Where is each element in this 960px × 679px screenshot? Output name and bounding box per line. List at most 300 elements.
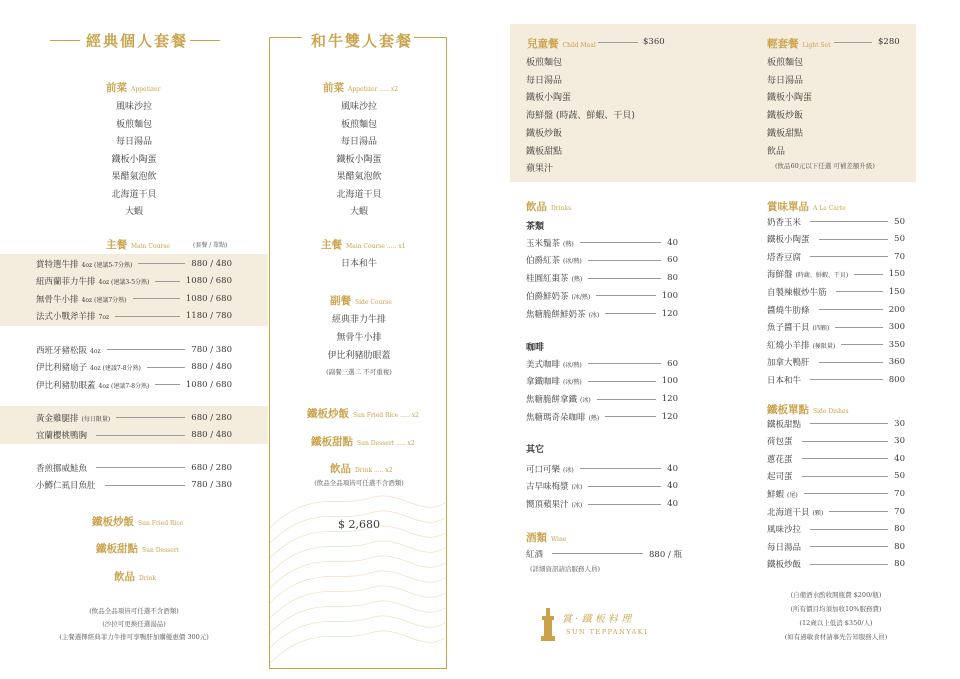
alacarte-name-text: 加拿大鴨肝: [767, 358, 810, 369]
coffee-price: 60: [667, 358, 678, 369]
right-note-2: (所有價目均須加收10%服務費): [790, 605, 882, 613]
light-label: 輕套餐: [767, 38, 799, 50]
sides-row: [767, 556, 905, 573]
left-main-leader: [107, 349, 186, 350]
sides-name: [767, 418, 804, 430]
coffee-price: 100: [661, 376, 678, 387]
left-title: 經典個人套餐: [86, 32, 189, 50]
sides-leader: [829, 511, 888, 512]
alacarte-leader: [841, 344, 883, 345]
left-appetizer-item: 果醋氣泡飲: [111, 172, 157, 182]
middle-side-note: (副餐三選二 不可重複): [326, 368, 392, 376]
tea-price: 100: [661, 290, 678, 301]
left-main-name: [36, 310, 109, 322]
alacarte-note: (時蔬、鮮蝦、干貝): [795, 272, 849, 280]
left-main-price: 1080 / 680: [185, 276, 232, 286]
coffee-row: [526, 391, 678, 408]
left-title-line-l: [50, 40, 80, 41]
left-drink-label: 飲品: [114, 571, 135, 583]
left-main-name: [36, 275, 149, 287]
tea-note: (熱): [571, 276, 583, 284]
coffee-leader: [588, 363, 661, 364]
sides-name-text: 風味沙拉: [767, 525, 802, 536]
logo-emblem-icon: [540, 608, 556, 642]
sides-leader: [810, 564, 888, 565]
tea-row: [526, 234, 678, 251]
alacarte-name: [767, 286, 830, 298]
alacarte-leader: [819, 239, 889, 240]
left-main-price: 880 / 480: [191, 258, 232, 269]
left-main-name-text: 黃金雞腿排: [36, 413, 79, 424]
sides-row: [767, 415, 905, 432]
coffee-name: [526, 411, 599, 423]
middle-appetizer-item: 每日湯品: [340, 137, 378, 147]
alacarte-name: [767, 321, 829, 333]
left-appetizer-item: 板煎麵包: [115, 119, 153, 130]
left-main-note: 4oz (建議3-5分熟): [98, 279, 150, 286]
coffee-name: [526, 358, 582, 370]
left-main-note: 4oz (建議7-8分熟): [90, 365, 141, 372]
light-en: Light Set: [802, 42, 831, 49]
left-main-row: [36, 477, 232, 494]
light-item: 鐵板炒飯: [767, 111, 804, 122]
alacarte-leader: [810, 221, 888, 222]
light-heading: [767, 36, 831, 51]
sides-note: (顆): [812, 509, 824, 517]
middle-side-heading: [330, 293, 392, 308]
sides-name-text: 鐵板炒飯: [767, 560, 802, 571]
left-main-leader: [155, 384, 180, 385]
coffee-row: [526, 373, 678, 390]
left-main-row: [36, 308, 232, 325]
middle-drink-label: 飲品: [330, 463, 351, 475]
sides-price: 80: [894, 524, 905, 535]
middle-appetizer-item: 風味沙拉: [340, 102, 378, 112]
left-main-price: 1080 / 680: [185, 379, 232, 390]
other-note: (冰): [571, 484, 583, 492]
tea-note: (冰): [588, 311, 600, 319]
sides-name: [767, 523, 804, 535]
other-row: [526, 460, 678, 477]
tea-name-text: 桂圓紅棗茶: [526, 274, 569, 285]
sides-price: 30: [894, 418, 905, 429]
middle-dessert-label: 鐵板甜點: [311, 436, 353, 448]
alacarte-row: [767, 213, 905, 230]
kids-en: Child Meal: [562, 42, 596, 49]
alacarte-row: [767, 266, 905, 283]
middle-side-en: Side Course: [355, 299, 392, 306]
sides-name-text: 荷包蛋: [767, 437, 793, 448]
other-note: (冰): [571, 502, 583, 510]
sides-row: [767, 468, 905, 485]
right-note-1: (自備酒水酌收開瓶費 $200/瓶): [790, 591, 882, 599]
tea-leader: [588, 278, 661, 279]
left-main-row: [36, 359, 232, 376]
coffee-price: 120: [661, 411, 678, 422]
middle-fried-rice-heading: [307, 406, 419, 421]
sides-leader: [810, 423, 888, 424]
alacarte-name-text: 鐵板小陶蛋: [767, 235, 810, 246]
middle-main-item: 日本和牛: [340, 259, 378, 269]
alacarte-name: [767, 339, 835, 351]
sides-price: 70: [894, 506, 905, 517]
alacarte-row: [767, 354, 905, 371]
left-main-name-text: 伊比利豬肋眼蓋: [36, 380, 96, 391]
left-main-name-text: 法式小戰斧羊排: [36, 312, 96, 322]
left-dessert-en: Sun Dessert: [142, 547, 180, 554]
left-main-price: 880 / 480: [191, 362, 232, 372]
sides-name: [767, 488, 798, 500]
left-appetizer-item: 大蝦: [124, 207, 144, 217]
logo: [540, 608, 650, 644]
left-main-price: 780 / 380: [191, 480, 232, 490]
other-category: 其它: [526, 445, 545, 455]
sides-label: 鐵板單點: [767, 404, 809, 416]
coffee-leader: [605, 416, 656, 417]
alacarte-price: 360: [888, 357, 905, 368]
sides-leader: [802, 458, 889, 459]
alacarte-price: 300: [888, 322, 905, 333]
tea-row: [526, 287, 678, 304]
left-main-name-text: 宜蘭櫻桃鴨胸: [36, 431, 88, 441]
coffee-category: 咖啡: [526, 343, 545, 353]
left-appetizer-en: Appetizer: [131, 86, 161, 93]
left-main-leader: [138, 263, 185, 264]
left-main-name-text: 小鱒仁虱目魚肚: [36, 481, 96, 491]
coffee-name-text: 美式咖啡: [526, 359, 561, 370]
middle-main-heading: [321, 237, 406, 252]
kids-item: 每日湯品: [526, 75, 563, 86]
tea-row: [526, 270, 678, 287]
left-main-name: [36, 429, 90, 441]
middle-frame-top-right: [414, 37, 447, 38]
other-leader: [580, 468, 661, 469]
alacarte-row: [767, 283, 905, 300]
kids-item: 鐵板炒飯: [526, 128, 563, 139]
sides-name-text: 鮮蝦: [767, 489, 785, 500]
kids-price: $360: [643, 37, 665, 47]
middle-dessert-heading: [311, 434, 415, 449]
alacarte-leader: [854, 274, 883, 275]
logo-name: 賞 · 鐵 板 料 理: [562, 614, 632, 625]
alacarte-name: [767, 374, 804, 386]
sides-row: [767, 538, 905, 555]
tea-leader: [580, 242, 661, 243]
coffee-note: (冰/熱): [563, 361, 582, 369]
coffee-row: [526, 355, 678, 372]
left-main-price: 880 / 480: [191, 430, 232, 440]
left-main-price: 680 / 280: [191, 462, 232, 473]
sides-row: [767, 485, 905, 502]
left-main-en: Main Course: [131, 243, 170, 250]
sides-leader: [804, 493, 888, 494]
left-fried-rice-heading: [92, 514, 183, 529]
sides-price: 40: [894, 453, 905, 464]
left-appetizer-item: 風味沙拉: [115, 102, 153, 112]
left-drink-en: Drink: [139, 575, 157, 582]
alacarte-en: A La Carte: [813, 205, 846, 212]
left-main-price: 680 / 280: [191, 412, 232, 423]
alacarte-name-text: 奶香玉米: [767, 217, 802, 228]
tea-price: 60: [667, 255, 678, 266]
left-main-name-text: 伊比利豬扇子: [36, 363, 88, 373]
left-appetizer-item: 每日湯品: [115, 137, 153, 147]
alacarte-price: 150: [888, 286, 905, 297]
alacarte-price: 70: [894, 251, 905, 262]
alacarte-name: [767, 251, 804, 263]
kids-item: 海鮮盤 (時蔬、鮮蝦、干貝): [526, 111, 635, 122]
tea-name-text: 伯爵紅茶: [526, 256, 561, 267]
light-item: 鐵板甜點: [767, 128, 804, 139]
alacarte-row: [767, 371, 905, 388]
middle-side-item-3: 伊比利豬肋眼蓋: [327, 351, 391, 361]
left-main-row: [36, 290, 232, 307]
alacarte-name: [767, 233, 813, 245]
middle-dessert-en: Sun Dessert ..... x2: [357, 440, 415, 447]
alacarte-name-text: 醬燒牛肋條: [767, 305, 810, 316]
tea-name: [526, 308, 599, 320]
left-main-note: 4oz (建議7-8分熟): [98, 382, 150, 390]
other-price: 40: [667, 499, 678, 510]
sides-price: 30: [894, 436, 905, 447]
tea-name: [526, 237, 574, 249]
other-leader: [588, 504, 661, 505]
other-price: 40: [667, 481, 678, 492]
middle-appetizer-item: 大蝦: [349, 207, 369, 217]
alacarte-note: (極限量): [812, 342, 836, 350]
sides-price: 70: [894, 488, 905, 499]
light-item: 板煎麵包: [767, 58, 804, 68]
tea-name: [526, 254, 582, 266]
middle-fried-rice-label: 鐵板炒飯: [307, 408, 349, 420]
kids-line: [598, 42, 638, 43]
tea-row: [526, 305, 678, 322]
middle-drink-note: (飲品全品項皆可任選不含酒類): [314, 479, 404, 487]
sides-price: 80: [894, 559, 905, 570]
alacarte-name-text: 自製辣椒炒牛筋: [767, 287, 827, 298]
sides-price: 80: [894, 541, 905, 552]
drinks-en: Drinks: [551, 205, 572, 212]
left-main-name: [36, 462, 90, 474]
tea-price: 40: [667, 237, 678, 248]
left-fried-rice-label: 鐵板炒飯: [92, 516, 134, 528]
other-row: [526, 496, 678, 513]
left-main-name: [36, 412, 110, 424]
middle-side-item-2: 無骨牛小排: [336, 333, 382, 343]
other-name-text: 可口可樂: [526, 464, 561, 475]
left-dessert-heading: [96, 541, 179, 556]
coffee-price: 120: [661, 394, 678, 405]
alacarte-leader: [810, 256, 888, 257]
middle-main-en: Main Course ..... x1: [346, 243, 406, 250]
middle-fried-rice-en: Sun Fried Rice ..... x2: [353, 412, 419, 419]
sides-name: [767, 453, 796, 465]
alacarte-row: [767, 248, 905, 265]
sides-name-text: 鐵板甜點: [767, 419, 802, 430]
kids-heading: [527, 36, 596, 51]
right-note-3: (12歲以上低消 $350/人): [799, 619, 873, 627]
wine-label: 酒類: [526, 532, 547, 544]
middle-title: 和牛雙人套餐: [311, 32, 414, 50]
middle-appetizer-item: 果醋氣泡飲: [336, 172, 382, 182]
left-main-price: 780 / 380: [191, 344, 232, 355]
wine-heading: [526, 530, 566, 545]
other-leader: [588, 486, 661, 487]
middle-frame-top-left: [269, 37, 302, 38]
drinks-heading: [526, 199, 571, 214]
sides-price: 50: [894, 471, 905, 482]
left-main-row: [36, 427, 232, 444]
alacarte-leader: [836, 291, 883, 292]
left-main-name: [36, 379, 149, 391]
left-main-note: 4oz (建議5-7分熟): [81, 261, 133, 269]
mountain-pattern: [270, 468, 445, 668]
coffee-name: [526, 375, 582, 387]
wine-price: 880 / 瓶: [649, 549, 682, 560]
light-item: 飲品: [767, 146, 786, 157]
middle-appetizer-en: Appetizer ..... x2: [348, 86, 399, 93]
light-note: (飲品60元以下任選 可補差額升級): [775, 162, 875, 170]
left-fried-rice-en: Sun Fried Rice: [138, 520, 184, 527]
sides-leader: [802, 476, 889, 477]
middle-side-label: 副餐: [330, 295, 351, 307]
left-main-name-text: 西班牙豬松阪: [36, 345, 88, 356]
sides-name: [767, 541, 804, 553]
kids-item: 鐵板小陶蛋: [526, 93, 572, 104]
left-drink-heading: [114, 569, 156, 584]
sides-en: Side Dishes: [813, 408, 849, 415]
tea-row: [526, 252, 678, 269]
other-note: (冰): [563, 466, 574, 474]
left-main-name-text: 紐西蘭菲力牛排: [36, 277, 96, 287]
alacarte-price: 50: [894, 216, 905, 227]
middle-appetizer-label: 前菜: [323, 82, 344, 94]
left-main-name: [36, 361, 141, 373]
tea-name-text: 伯爵鮮奶茶: [526, 291, 569, 302]
kids-item: 鐵板甜點: [526, 146, 563, 157]
coffee-note: (熱): [588, 414, 600, 422]
tea-name: [526, 290, 590, 302]
alacarte-leader: [810, 379, 883, 380]
left-main-name: [36, 479, 99, 491]
coffee-name: [526, 393, 591, 405]
tea-leader: [596, 295, 656, 296]
coffee-name-text: 焦糖瑪奇朵咖啡: [526, 412, 586, 423]
middle-appetizer-item: 板煎麵包: [340, 119, 378, 130]
left-main-leader: [155, 281, 180, 282]
alacarte-name-text: 海鮮盤: [767, 270, 793, 281]
left-note-3: (主餐選擇經典菲力牛排可享鴨肝加購優惠價 300元): [59, 633, 209, 641]
left-title-line-r: [190, 40, 220, 41]
middle-appetizer-heading: [323, 80, 398, 95]
alacarte-name: [767, 268, 848, 280]
left-main-price: 1080 / 680: [185, 293, 232, 304]
sides-row: [767, 521, 905, 538]
middle-price: $ 2,680: [338, 518, 380, 531]
tea-name-text: 玉米鬚茶: [526, 238, 561, 249]
other-price: 40: [667, 463, 678, 474]
logo-en: SUN TEPPANYAKI: [566, 628, 649, 636]
left-main-leader: [133, 298, 180, 299]
left-note-2: (沙拉可更換任選湯品): [102, 620, 166, 628]
light-line: [834, 42, 872, 43]
other-row: [526, 478, 678, 495]
left-main-leader: [96, 467, 185, 468]
other-name: [526, 498, 582, 510]
left-appetizer-heading: [106, 80, 160, 95]
drinks-label: 飲品: [526, 201, 547, 213]
left-main-name-text: 賞特選牛排: [36, 259, 79, 270]
tea-leader: [588, 260, 661, 261]
coffee-leader: [597, 399, 656, 400]
tea-leader: [605, 313, 656, 314]
middle-main-label: 主餐: [321, 239, 342, 251]
left-main-leader: [105, 485, 186, 486]
sides-row: [767, 450, 905, 467]
sides-note: (尾): [787, 491, 798, 499]
left-note-1: (飲品全品項皆可任選不含酒類): [89, 607, 179, 615]
alacarte-heading: [767, 199, 846, 214]
other-name-text: 古早味梅漿: [526, 482, 569, 493]
tea-name: [526, 272, 582, 284]
wine-name-text: 紅酒: [526, 549, 544, 560]
left-main-row: [36, 376, 232, 393]
wine-note: (詳細資訊請洽服務人員): [530, 565, 601, 573]
sides-name: [767, 558, 804, 570]
sides-name: [767, 470, 796, 482]
other-name: [526, 480, 582, 492]
sides-name: [767, 506, 823, 518]
tea-note: (熱): [563, 240, 574, 248]
alacarte-name-text: 日本和牛: [767, 375, 802, 386]
sides-name: [767, 435, 796, 447]
tea-note: (冰/熱): [563, 258, 582, 266]
left-main-name: [36, 293, 127, 305]
alacarte-note: (四顆): [812, 325, 830, 333]
alacarte-name-text: 塔香豆腐: [767, 252, 802, 263]
tea-note: (冰/熱): [571, 293, 591, 301]
alacarte-name-text: 紅燒小羊排: [767, 340, 810, 351]
left-main-note: 4oz (建議7分熟): [81, 296, 127, 304]
tea-price: 120: [661, 308, 678, 319]
left-main-row: [36, 459, 232, 476]
left-main-row: [36, 255, 232, 272]
sides-leader: [802, 441, 889, 442]
left-main-note: 4oz: [90, 347, 101, 355]
other-name: [526, 463, 574, 475]
light-item: 鐵板小陶蛋: [767, 93, 813, 104]
sides-name-text: 北海道干貝: [767, 507, 810, 518]
middle-drink-heading: [330, 461, 393, 476]
sides-row: [767, 433, 905, 450]
middle-appetizer-item: 鐵板小陶蛋: [336, 154, 382, 165]
sides-row: [767, 503, 905, 520]
alacarte-price: 200: [888, 304, 905, 315]
sides-name-text: 起司蛋: [767, 472, 793, 483]
left-main-note: 7oz: [98, 314, 110, 321]
alacarte-price: 350: [888, 339, 905, 350]
left-appetizer-label: 前菜: [106, 82, 127, 94]
kids-item: 板煎麵包: [526, 58, 563, 68]
alacarte-leader: [835, 327, 883, 328]
middle-drink-en: Drink ..... x2: [355, 467, 393, 474]
tea-name-text: 焦糖脆餅鮮奶茶: [526, 309, 586, 320]
left-dessert-label: 鐵板甜點: [96, 543, 138, 555]
coffee-note: (冰/熱): [563, 379, 582, 387]
sides-leader: [810, 546, 888, 547]
left-appetizer-item: 鐵板小陶蛋: [111, 154, 157, 165]
alacarte-name: [767, 304, 813, 316]
